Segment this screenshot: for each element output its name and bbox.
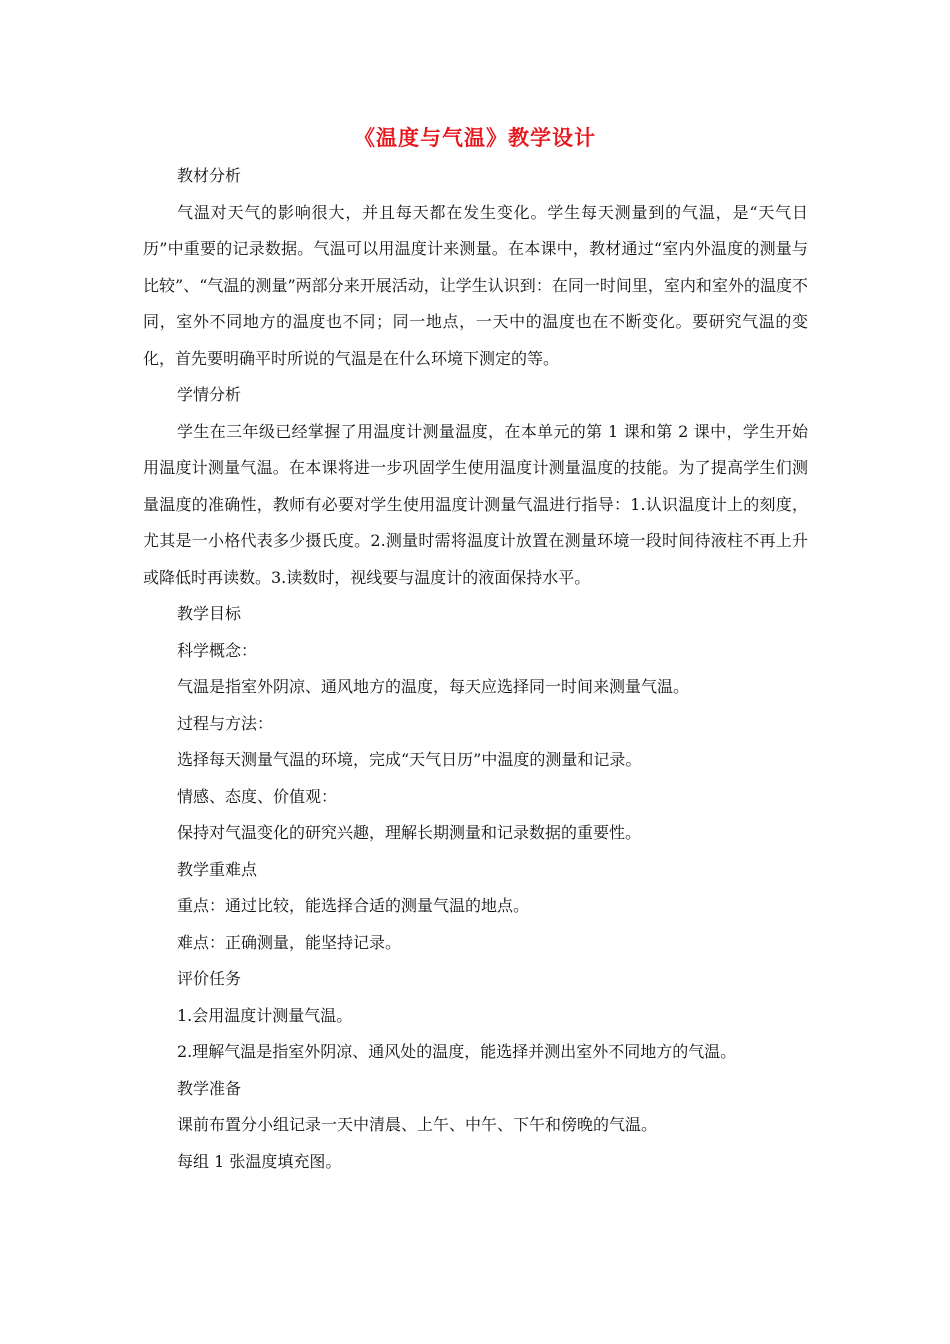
preparation-item-2: 每组 1 张温度填充图。 (177, 1151, 342, 1171)
goal-text-attitude: 保持对气温变化的研究兴趣，理解长期测量和记录数据的重要性。 (177, 823, 642, 842)
evaluation-item-2: 2.理解气温是指室外阴凉、通风处的温度，能选择并测出室外不同地方的气温。 (177, 1042, 737, 1061)
goal-text-process-method: 选择每天测量气温的环境，完成“天气日历”中温度的测量和记录。 (177, 750, 642, 769)
paragraph-student-analysis: 学生在三年级已经掌握了用温度计测量温度，在本单元的第 1 课和第 2 课中，学生开始用温度计测量气温。在本课将进一步巩固学生使用温度计测量温度的技能。为了提高学生们测量温度的准确性，教师有必要对学生使用温度计测量气温进行指导：1.认识温度计上的刻度，尤其是一小格代表多少摄氏度。2.测量时需将温度计放置在测量环境一段时间待液柱不再上升或降低时再读数。3.读数时，视线要与温度计的液面保持水平。 (143, 421, 808, 587)
goal-label-science-concept: 科学概念： (177, 640, 258, 660)
preparation-item-1: 课前布置分小组记录一天中清晨、上午、中午、下午和傍晚的气温。 (177, 1115, 658, 1134)
document-body (143, 158, 808, 1180)
goal-text-science-concept: 气温是指室外阴凉、通风地方的温度，每天应选择同一时间来测量气温。 (177, 677, 690, 696)
evaluation-item-1: 1.会用温度计测量气温。 (177, 1005, 353, 1025)
section-heading-student-analysis: 学情分析 (177, 385, 242, 404)
section-heading-textbook-analysis: 教材分析 (177, 166, 242, 185)
key-point-text: 重点：通过比较，能选择合适的测量气温的地点。 (177, 896, 530, 915)
section-heading-teaching-goals: 教学目标 (177, 604, 242, 623)
section-heading-preparation: 教学准备 (177, 1078, 242, 1098)
goal-label-process-method: 过程与方法： (177, 713, 274, 733)
section-heading-key-points: 教学重难点 (177, 859, 258, 879)
section-heading-evaluation: 评价任务 (177, 969, 242, 988)
document-title: 《温度与气温》教学设计 (354, 125, 596, 150)
difficult-point-text: 难点：正确测量，能坚持记录。 (177, 932, 402, 952)
goal-label-attitude: 情感、态度、价值观： (177, 786, 338, 806)
paragraph-textbook-analysis: 气温对天气的影响很大，并且每天都在发生变化。学生每天测量到的气温，是“天气日历”中重要的记录数据。气温可以用温度计来测量。在本课中，教材通过“室内外温度的测量与比较”、“气温的测量”两部分来开展活动，让学生认识到：在同一时间里，室内和室外的温度不同，室外不同地方的温度也不同；同一地点，一天中的温度也在不断变化。要研究气温的变化，首先要明确平时所说的气温是在什么环境下测定的等。 (143, 202, 808, 368)
